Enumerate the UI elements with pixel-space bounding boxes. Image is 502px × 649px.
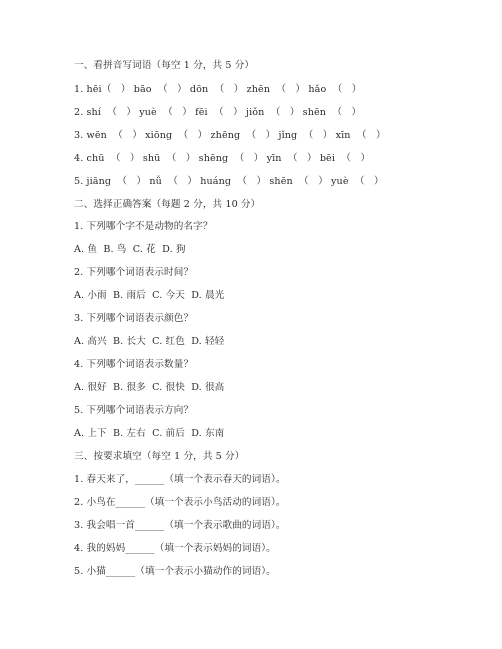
fill-blank-3: 3. 我会唱一首______（填一个表示歌曲的词语）。 (74, 520, 286, 531)
pinyin-row-1: 1. hēi（ ） bāo （ ） dōn （ ） zhēn （ ） hǎo （ ） (74, 84, 362, 95)
fill-blank-1: 1. 春天来了，______（填一个表示春天的词语）。 (74, 474, 286, 485)
question-2-options: A. 小雨 B. 雨后 C. 今天 D. 晨光 (74, 290, 225, 301)
pinyin-row-3: 3. wēn （ ） xiōng （ ） zhēng （ ） jǐng （ ） xīn （ ） (74, 130, 386, 141)
pinyin-row-4: 4. chū （ ） shū （ ） shēng （ ） yīn （ ） bēi （ ） (74, 153, 371, 164)
question-3-options: A. 高兴 B. 长大 C. 红色 D. 轻轻 (74, 336, 225, 347)
question-1-options: A. 鱼 B. 鸟 C. 花 D. 狗 (74, 244, 186, 255)
question-1: 1. 下列哪个字不是动物的名字？ (74, 221, 213, 232)
fill-blank-4: 4. 我的妈妈______（填一个表示妈妈的词语）。 (74, 543, 276, 554)
pinyin-row-2: 2. shí （ ） yuè （ ） fēi （ ） jiǒn （ ） shēn （ ） (74, 107, 362, 118)
section-2-heading: 二、选择正确答案（每题 2 分，共 10 分） (74, 199, 261, 210)
question-5-options: A. 上下 B. 左右 C. 前后 D. 东南 (74, 428, 225, 439)
question-3: 3. 下列哪个词语表示颜色？ (74, 313, 194, 324)
pinyin-row-5: 5. jiāng （ ） nǚ （ ） huáng （ ） shēn （ ） yuè （ ） (74, 176, 384, 187)
section-1-heading: 一、看拼音写词语（每空 1 分，共 5 分） (74, 60, 255, 71)
question-4: 4. 下列哪个词语表示数量？ (74, 359, 194, 370)
question-4-options: A. 很好 B. 很多 C. 很快 D. 很高 (74, 382, 225, 393)
fill-blank-2: 2. 小鸟在______（填一个表示小鸟活动的词语）。 (74, 497, 286, 508)
section-3-heading: 三、按要求填空（每空 1 分，共 5 分） (74, 451, 245, 462)
question-2: 2. 下列哪个词语表示时间？ (74, 267, 194, 278)
fill-blank-5: 5. 小猫______（填一个表示小猫动作的词语）。 (74, 566, 276, 577)
question-5: 5. 下列哪个词语表示方向？ (74, 405, 194, 416)
